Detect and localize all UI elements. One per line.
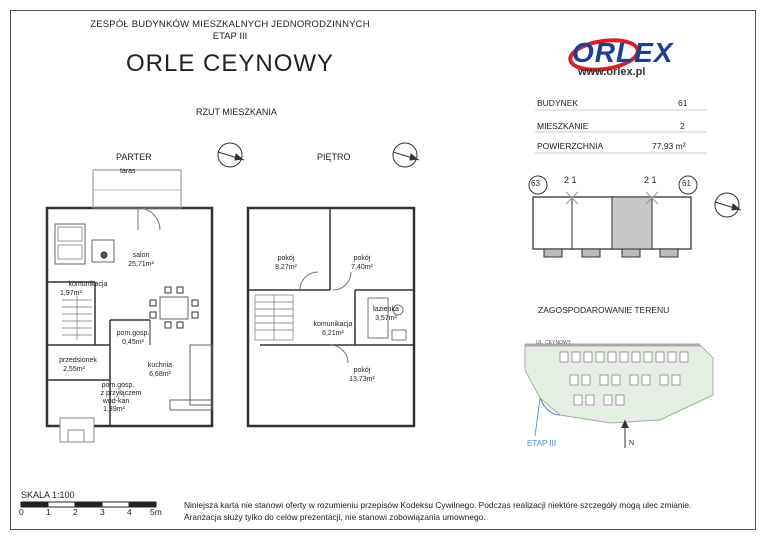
plan-title: RZUT MIESZKANIA (196, 107, 277, 117)
scale-label: SKALA 1:100 (21, 490, 75, 500)
info-apartment-label: MIESZKANIE (537, 121, 589, 131)
project-title: ORLE CEYNOWY (125, 50, 335, 77)
scale-tick-4: 4 (127, 507, 132, 517)
disclaimer-line-2: Aranżacja służy tylko do celów prezentacji, nie stanowi zobowiązania umownego. (184, 512, 486, 522)
room-label-salon: salon (132, 252, 150, 259)
room-area-pokoj2: 7,40m² (351, 264, 373, 271)
logo-url[interactable]: www.orlex.pl (578, 66, 646, 78)
scale-tick-0: 0 (19, 507, 24, 517)
room-area-pokoj3: 13,73m² (349, 376, 375, 383)
room-area-pom-gosp: 0,45m² (122, 339, 144, 346)
room-label-pom-gosp2: pom.gosp. (101, 382, 135, 389)
room-area-przedsionek: 2,55m² (63, 366, 85, 373)
room-label-pom-gosp: pom.gosp. (116, 330, 150, 337)
disclaimer-note (184, 499, 724, 523)
room-label-lazienka: łazienka (373, 306, 399, 313)
info-area-value: 77,93 m² (652, 141, 686, 151)
scale-tick-2: 2 (73, 507, 78, 517)
room-area-salon: 25,71m² (128, 261, 154, 268)
scale-tick-3: 3 (100, 507, 105, 517)
info-building-value: 61 (678, 98, 688, 108)
room-label-pokoj1: pokój (277, 255, 295, 262)
project-subtitle: ZESPÓŁ BUDYNKÓW MIESZKALNYCH JEDNORODZINNYCH (90, 19, 370, 30)
site-street-label: UL. CEYNOWY (536, 340, 572, 346)
site-stage-label: ETAP III (527, 439, 557, 448)
site-plan-title: ZAGOSPODAROWANIE TERENU (538, 305, 670, 315)
project-stage: ETAP III (212, 31, 248, 42)
ground-floor-title: PARTER (116, 152, 152, 162)
building-units-left: 2 1 (564, 175, 577, 185)
info-building-label: BUDYNEK (537, 98, 579, 108)
logo-wordmark: ORLEX (572, 37, 674, 68)
upper-floor-title: PIĘTRO (317, 152, 351, 162)
room-label-taras: taras (120, 168, 136, 175)
room-area-kuchnia: 6,68m² (149, 371, 171, 378)
room-label-pom-gosp2-line2: z przyłączem (100, 390, 142, 397)
room-label-przedsionek: przedsionek (59, 357, 97, 364)
scale-tick-5: 5m (150, 507, 162, 517)
room-label-pokoj2: pokój (353, 255, 371, 262)
room-area-komunikacja-p: 1,97m² (60, 290, 82, 297)
building-left-number: 63 (531, 179, 540, 188)
room-area-lazienka: 3,57m² (375, 315, 397, 322)
room-area-komunikacja-u: 6,21m² (322, 330, 344, 337)
info-apartment-value: 2 (680, 121, 685, 131)
info-area-label: POWIERZCHNIA (537, 141, 604, 151)
room-label-pom-gosp2-line3: wod-kan (102, 398, 130, 405)
building-right-number: 61 (682, 179, 691, 188)
room-label-kuchnia: kuchnia (147, 362, 173, 369)
room-area-pokoj1: 8,27m² (275, 264, 297, 271)
room-area-pom-gosp2: 1,39m² (103, 406, 125, 413)
disclaimer-line-1: Niniejsza karta nie stanowi oferty w rozumieniu przepisów Kodeksu Cywilnego. Podczas realizacji niektóre szczegóły mogą ulec zmianie. (184, 500, 692, 510)
north-label: N (629, 440, 635, 447)
room-label-komunikacja-u: komunikacja (313, 321, 353, 328)
room-label-pokoj3: pokój (353, 367, 371, 374)
building-units-right: 2 1 (644, 175, 657, 185)
scale-tick-1: 1 (46, 507, 51, 517)
room-label-komunikacja-p: komunikacja (68, 281, 108, 288)
